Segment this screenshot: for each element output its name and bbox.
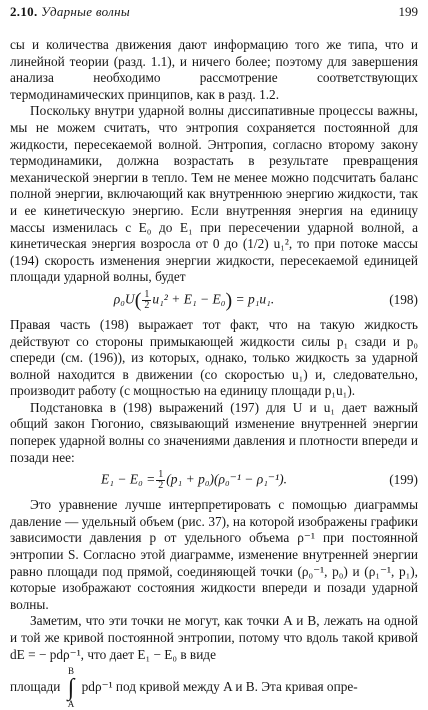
paragraph-1: сы и количества движения дают информацию того же типа, что и линейной теории (разд. 1.1), и ничего более; поэтому для завершения анализа необходимо рассмотрение соответствующих термодинамических принципов, как в разд. 1.2.: [10, 37, 418, 102]
page-body: [10, 37, 418, 710]
equation-199-number: (199): [389, 472, 418, 488]
equation-199: [10, 470, 418, 491]
section-title: [10, 4, 130, 20]
paragraph-3: Правая часть (198) выражает тот факт, что на такую жидкость действуют со стороны примыкающей жидкости силы p₁ сзади и p₀ спереди (см. (196)), из которых, однако, только жидкость за ударной волной находится в движении (со скоростью u₁) и, следовательно, производит работу (с мощностью на единицу площади p₁u₁).: [10, 316, 418, 399]
running-header: [10, 4, 418, 24]
integral-upper-limit: B: [68, 666, 75, 677]
paragraph-2: Поскольку внутри ударной волны диссипативные процессы важны, мы не можем считать, что энтропия сохраняется постоянной для жидкости, пересекаемой волной. Энтропия, согласно второму закону термодинамики, должна возрастать в результате превращения механической энергии в тепло. Тем не менее можно подсчитать баланс полной энергии, включающий как внутреннюю энергию жидкости, так и ее кинетическую энергию. Если внутренняя энергия на единицу массы изменилась с E₀ до E₁ при пересечении ударной волной, а кинетическая энергия возросла от 0 до (1/2) u₁², то при потоке массы (194) скорость изменения энергии жидкости, пересекаемой единицей площади ударной волны, будет: [10, 103, 418, 285]
eq199-den: 2: [158, 480, 164, 492]
integral-lower-limit: A: [67, 699, 75, 710]
eq198-lhs-post: u₁² + E₁ − E₀: [152, 291, 226, 307]
section-name: Ударные волны: [41, 4, 130, 19]
integral-sign: [68, 666, 75, 710]
paragraph-5: Это уравнение лучше интерпретировать с помощью диаграммы давление — удельный объем (рис. 37), на которой изображены графики зависимости давления p от удельного объема ρ⁻¹ при постоянной энтропии S. Согласно этой диаграмме, изменение внутренней энергии равно площади под прямой, соединяющей точки (ρ₀⁻¹, p₀) и (ρ₁⁻¹, p₁), которые изображают состояния жидкости впереди и позади ударной волны.: [10, 497, 418, 612]
paragraph-4: Подстановка в (198) выражений (197) для U и u₁ дает важный общий закон Гюгонио, связывающий изменение внутренней энергии поперек ударной волны со значениями давления и плотности впереди и позади нее:: [10, 399, 418, 465]
paragraph-6: Заметим, что эти точки не могут, как точки A и B, лежать на одной и той же кривой постоянной энтропии, потому что вдоль такой кривой dE = − pdρ⁻¹, что дает E₁ − E₀ в виде: [10, 613, 418, 662]
eq198-num: 1: [144, 288, 150, 300]
p6-pre: площади: [10, 679, 61, 695]
paragraph-6-continued: [10, 666, 418, 710]
eq198-den: 2: [144, 299, 150, 311]
integral-symbol: ∫: [67, 675, 75, 702]
eq199-fraction: [156, 470, 165, 491]
p6-post: pdρ⁻¹ под кривой между A и B. Эта кривая опре-: [81, 679, 358, 695]
page-number: 199: [398, 4, 418, 19]
eq199-lhs: E₁ − E₀ =: [101, 471, 156, 487]
equation-198-number: (198): [389, 292, 418, 308]
equation-199-body: [10, 470, 378, 491]
equation-198-body: ρ₀U( $\frac{1}{2}$ u₁² + E₁ − E₀) = p₁u₁.: [113, 288, 275, 312]
eq198-rhs: = p₁u₁.: [235, 291, 275, 307]
section-number: 2.10.: [10, 4, 38, 19]
eq199-rhs: (p₁ + p₀)(ρ₀⁻¹ − ρ₁⁻¹).: [166, 471, 287, 487]
eq198-lhs-pre: ρ₀U: [113, 291, 135, 307]
eq198-fraction: [142, 290, 151, 311]
equation-198: [10, 290, 418, 311]
eq199-num: 1: [158, 469, 164, 481]
